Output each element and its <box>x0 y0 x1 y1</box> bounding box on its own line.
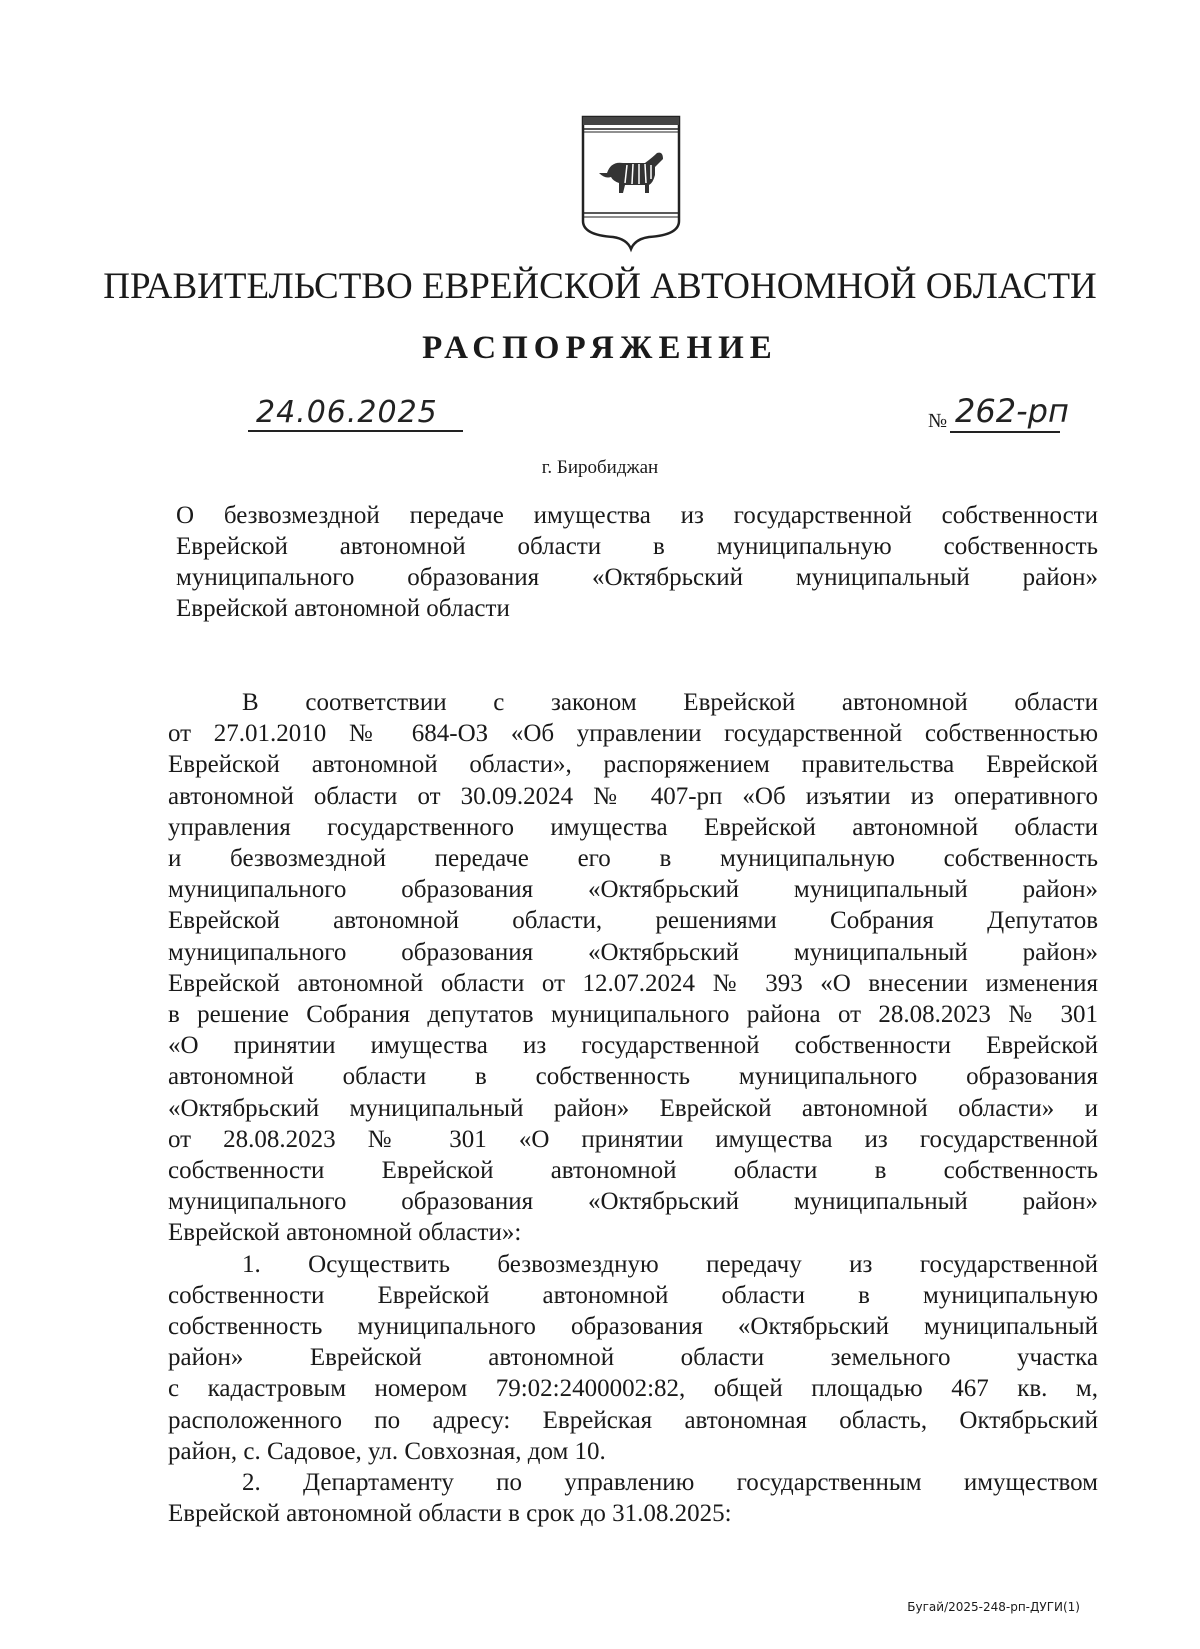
body-line: район, с. Садовое, ул. Совхозная, дом 10. <box>168 1437 606 1465</box>
body-line: Еврейской автономной области, решениями Собрания Депутатов <box>168 907 1098 935</box>
body-line: Еврейской автономной области от 12.07.2024 № 393 «О внесении изменения <box>168 969 1098 997</box>
body-line: управления государственного имущества Еврейской автономной области <box>168 813 1098 841</box>
body-line: район» Еврейской автономной области земельного участка <box>168 1344 1098 1372</box>
body-line: с кадастровым номером 79:02:2400002:82, общей площадью 467 кв. м, <box>168 1375 1098 1403</box>
body-line: муниципального образования «Октябрьский муниципальный район» <box>168 938 1098 966</box>
body-line: автономной области от 30.09.2024 № 407-рп «Об изъятии из оперативного <box>168 782 1098 810</box>
body-line: автономной области в собственность муниципального образования <box>168 1063 1098 1091</box>
body-line: и безвозмездной передаче его в муниципальную собственность <box>168 845 1098 873</box>
document-date: 24.06.2025 <box>256 395 438 430</box>
body-line: муниципального образования «Октябрьский муниципальный район» <box>168 1188 1098 1216</box>
body-line: муниципального образования «Октябрьский муниципальный район» <box>168 876 1098 904</box>
document-body <box>168 687 1098 1529</box>
city-name: г. Биробиджан <box>541 457 659 478</box>
body-line: 1. Осуществить безвозмездную передачу из государственной <box>242 1250 1098 1278</box>
body-line: Еврейской автономной области»: <box>168 1219 522 1247</box>
body-line: Еврейской автономной области», распоряжением правительства Еврейской <box>168 751 1098 779</box>
body-line: собственности Еврейской автономной области в муниципальную <box>168 1281 1098 1309</box>
subject-line: муниципального образования «Октябрьский муниципальный район» <box>176 564 1098 591</box>
document-subject <box>176 500 1098 624</box>
body-line: «О принятии имущества из государственной собственности Еврейской <box>168 1032 1098 1060</box>
subject-line: Еврейской автономной области в муниципальную собственность <box>176 533 1098 560</box>
subject-line: О безвозмездной передаче имущества из государственной собственности <box>176 502 1098 529</box>
number-label: № <box>928 410 948 432</box>
body-line: собственность муниципального образования «Октябрьский муниципальный <box>168 1313 1098 1341</box>
footer-reference: Бугай/2025-248-рп-ДУГИ(1) <box>907 1600 1080 1614</box>
organization-title: ПРАВИТЕЛЬСТВО ЕВРЕЙСКОЙ АВТОНОМНОЙ ОБЛАСТИ <box>103 266 1097 307</box>
body-line: Еврейской автономной области в срок до 31.08.2025: <box>168 1500 732 1528</box>
body-line: 2. Департаменту по управлению государственным имуществом <box>242 1469 1098 1497</box>
body-line: от 28.08.2023 № 301 «О принятии имущества из государственной <box>168 1125 1098 1153</box>
number-underline <box>950 431 1060 433</box>
document-type-heading: РАСПОРЯЖЕНИЕ <box>422 330 778 366</box>
body-line: «Октябрьский муниципальный район» Еврейской автономной области» и <box>168 1094 1098 1122</box>
body-line: в решение Собрания депутатов муниципального района от 28.08.2023 № 301 <box>168 1001 1098 1029</box>
subject-line: Еврейской автономной области <box>176 595 510 622</box>
body-line: собственности Еврейской автономной области в собственность <box>168 1157 1098 1185</box>
coat-of-arms-icon <box>579 113 683 253</box>
date-underline <box>248 430 463 432</box>
body-line: В соответствии с законом Еврейской автономной области <box>242 689 1098 716</box>
body-line: от 27.01.2010 № 684-ОЗ «Об управлении государственной собственностью <box>168 720 1098 748</box>
document-number: 262-рп <box>955 392 1069 430</box>
body-line: расположенного по адресу: Еврейская автономная область, Октябрьский <box>168 1406 1098 1434</box>
